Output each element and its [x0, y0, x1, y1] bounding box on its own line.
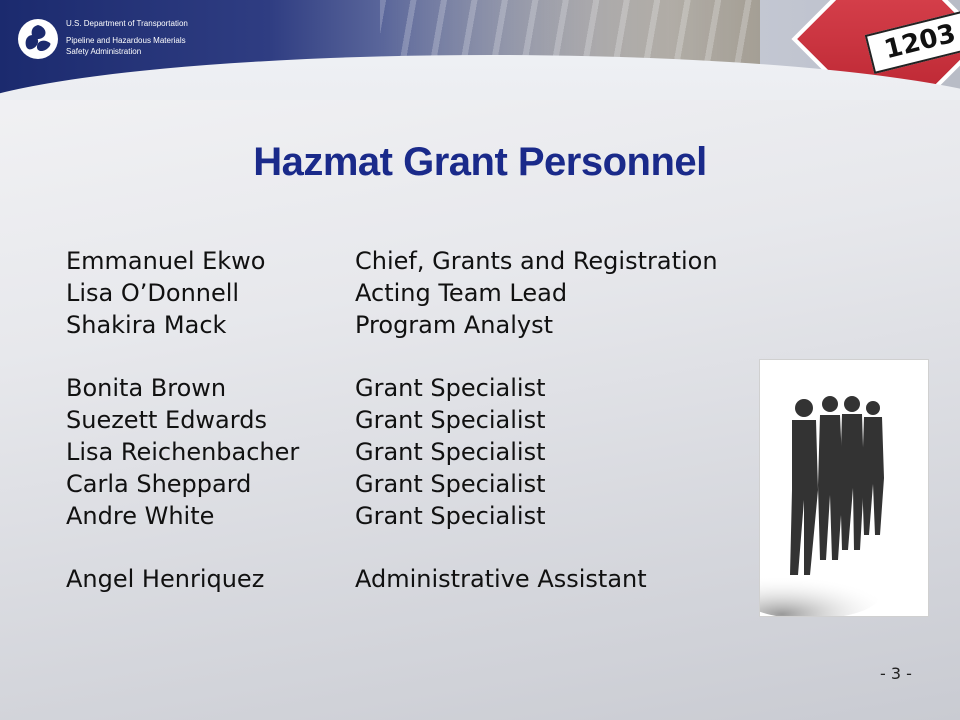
slide-title: Hazmat Grant Personnel [253, 140, 707, 184]
person-name: Andre White [66, 502, 215, 530]
person-name: Emmanuel Ekwo [66, 247, 266, 275]
slide-header [0, 0, 960, 100]
person-role: Grant Specialist [355, 502, 546, 530]
person-role: Chief, Grants and Registration [355, 247, 718, 275]
org-name-line3: Safety Administration [66, 47, 142, 56]
person-name: Lisa O’Donnell [66, 279, 240, 307]
page-number: - 3 - [880, 664, 912, 683]
person-role: Acting Team Lead [355, 279, 568, 307]
person-name: Lisa Reichenbacher [66, 438, 300, 466]
team-silhouette-image [760, 360, 928, 616]
org-name-line1: U.S. Department of Transportation [66, 19, 188, 28]
person-role: Grant Specialist [355, 438, 546, 466]
person-name: Suezett Edwards [66, 406, 267, 434]
person-role: Grant Specialist [355, 406, 546, 434]
placard-number: 1203 [865, 10, 960, 74]
person-name: Carla Sheppard [66, 470, 252, 498]
person-name: Bonita Brown [66, 374, 227, 402]
person-role: Program Analyst [355, 311, 554, 339]
person-role: Administrative Assistant [355, 565, 647, 593]
person-name: Shakira Mack [66, 311, 227, 339]
person-role: Grant Specialist [355, 470, 546, 498]
person-name: Angel Henriquez [66, 565, 265, 593]
person-role: Grant Specialist [355, 374, 546, 402]
org-name-line2: Pipeline and Hazardous Materials [66, 36, 186, 45]
dot-logo-icon [18, 19, 58, 59]
